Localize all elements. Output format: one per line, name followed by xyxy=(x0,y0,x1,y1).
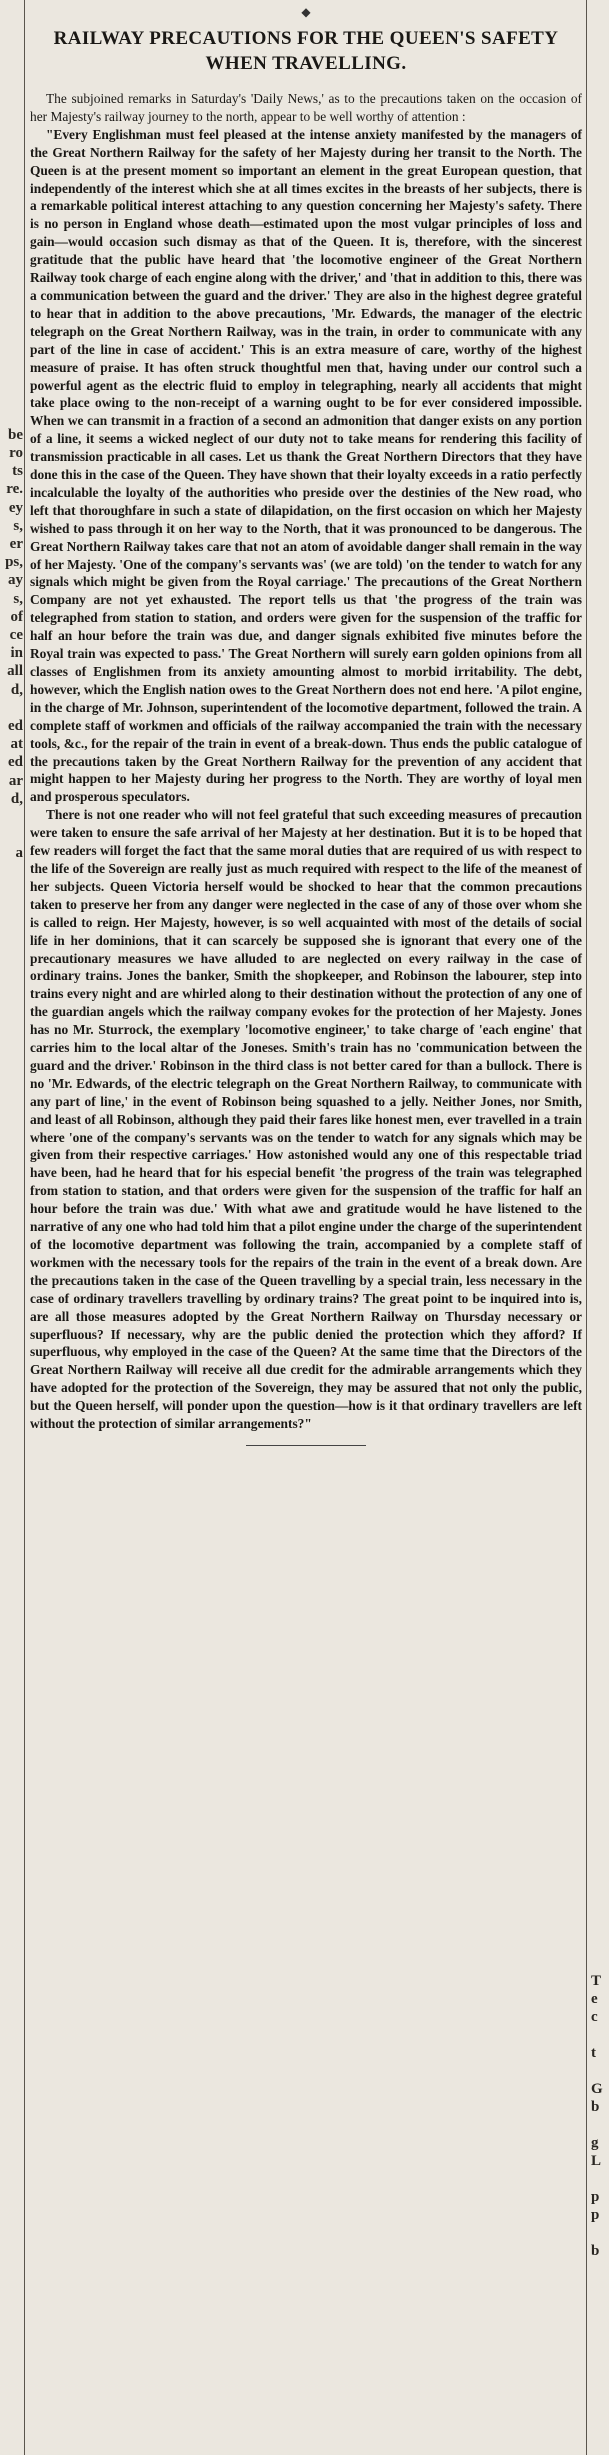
column-fragment: b xyxy=(591,2243,600,2259)
column-fragment: of xyxy=(10,609,23,625)
column-fragment: p xyxy=(591,2189,600,2205)
column-fragment: ed xyxy=(8,718,23,734)
column-fragment: L xyxy=(591,2153,602,2169)
column-fragment: T xyxy=(591,1973,602,1989)
column-fragment: er xyxy=(9,536,23,552)
column-fragment: ce xyxy=(9,627,23,643)
column-rule-left xyxy=(24,0,25,2455)
adjacent-column-left xyxy=(0,0,26,2455)
column-fragment: b xyxy=(591,2099,600,2115)
column-fragment: s, xyxy=(13,591,23,607)
column-fragment: re. xyxy=(6,481,23,497)
column-fragment: g xyxy=(591,2135,599,2151)
column-fragment: t xyxy=(591,2045,596,2061)
column-rule-right xyxy=(586,0,587,2455)
column-fragment: e xyxy=(591,1991,598,2007)
column-fragment: a xyxy=(15,845,23,861)
ornament: ◆ xyxy=(301,5,311,19)
column-fragment: G xyxy=(591,2081,603,2097)
article xyxy=(30,6,582,1446)
column-fragment: d, xyxy=(10,791,23,807)
adjacent-column-right xyxy=(589,0,609,2455)
column-fragment: c xyxy=(591,2009,598,2025)
column-fragment: ar xyxy=(8,773,23,789)
article-body xyxy=(30,90,582,1433)
column-fragment: p xyxy=(591,2207,600,2223)
column-fragment: be xyxy=(8,427,23,443)
column-fragment: all xyxy=(7,663,23,679)
column-fragment: ts xyxy=(12,463,23,479)
column-fragment: ro xyxy=(9,445,23,461)
column-fragment: at xyxy=(10,736,23,752)
headline: RAILWAY PRECAUTIONS FOR THE QUEEN'S SAFETY WHEN TRAVELLING. xyxy=(53,28,559,74)
column-fragment: ay xyxy=(8,572,23,588)
intro-paragraph: The subjoined remarks in Saturday's 'Daily News,' as to the precautions taken on the occasion of her Majesty's railway journey to the north, appear to be well worthy of attention : xyxy=(30,91,582,124)
quoted-paragraph: "Every Englishman must feel pleased at the intense anxiety manifested by the managers of the Great Northern Railway for the safety of her Majesty during her transit to the North. The Queen is at the present moment so important an element in the great European question, that independently of the interest which she at all times excites in the breasts of her subjects, there is a remarkable political interest attaching to any question concerning her Majesty's safety. There is no person in England whose death—estimated upon the most vulgar principles of loss and gain—would occasion such dismay as that of the Queen. It is, therefore, with the sincerest gratitude that the public have heard that 'the locomotive engineer of the Great Northern Railway took charge of each engine along with the driver,' and 'that in addition to this, there was a communication between the guard and the driver.' They are also in the highest degree grateful to hear that in addition to the above precautions, 'Mr. Edwards, the manager of the electric telegraph on the Great Northern Railway, was in the train, in order to communicate with any part of the line in case of accident.' This is an extra measure of care, worthy of the highest measure of praise. It has often struck thoughtful men that, having under our control such a powerful agent as the electric fluid to employ in telegraphing, nearly all accidents that might take place owing to the non-receipt of a warning ought to be for ever considered impossible. When we can transmit in a fraction of a second an admonition that danger exists on any portion of a line, it seems a wicked neglect of our duty not to take means for rendering this facility of transmission practicable in all cases. Let us thank the Great Northern Directors that they have done this in the case of the Queen. They have shown that their loyalty exceeds in a ratio perfectly incalculable the loyalty of the authorities who preside over the destinies of the New road, who left that thoroughfare in such a state of dilapidation, on the first occasion on which her Majesty wished to pass through it on her way to the North, that it was pronounced to be dangerous. The Great Northern Railway takes care that not an atom of avoidable danger shall remain in the way of her Majesty. 'One of the company's servants was' (we are told) 'on the tender to watch for any signals which might be given from the Royal carriage.' The precautions of the Great Northern Company are not yet exhausted. The report tells us that 'the progress of the train was telegraphed from station to station, and orders were given for the suspension of the traffic for half an hour before the train was due, and danger signals exhibited five minutes before the Royal train was expected to pass.' The Great Northern will surely earn golden opinions from all classes of Englishmen from its anxiety amounting almost to morbid irritability. The debt, however, which the English nation owes to the Great Northern does not end here. 'A pilot engine, in the charge of Mr. Johnson, superintendent of the locomotive department, followed the train. A complete staff of workmen and officials of the railway accompanied the train with the necessary tools, &c., for the repair of the train in event of a break-down. Thus ends the public catalogue of the precautions taken by the Great Northern Railway for the prevention of any accident that might happen to her Majesty during her progress to the North. They are worthy of loyal men and prosperous speculators. xyxy=(30,126,582,805)
commentary-paragraph: There is not one reader who will not feel grateful that such exceeding measures of precaution were taken to ensure the safe arrival of her Majesty at her destination. But it is to be hoped that few readers will forget the fact that the same moral duties that are required of us with respect to the life of the Sovereign are really just as much required with respect to the life of the meanest of her subjects. Queen Victoria herself would be shocked to hear that the common precautions taken to preserve her from any danger were neglected in the case of any of those over whom she is called to reign. Her Majesty, however, is so well acquainted with most of the details of social life in her dominions, that it can scarcely be supposed she is ignorant that every one of the precautionary measures we have alluded to are neglected on every railway in the case of ordinary trains. Jones the banker, Smith the shopkeeper, and Robinson the labourer, step into trains every night and are whirled along to their destination without the protection of any one of the guardian angels which the railway company evokes for the protection of her Majesty. Jones has no Mr. Sturrock, the exemplary 'locomotive engineer,' to take charge of 'each engine' that carries him to the local altar of the Joneses. Smith's train has no 'communication between the guard and the driver.' Robinson in the third class is not better cared for than a bullock. There is no 'Mr. Edwards, of the electric telegraph on the Great Northern Railway, to communicate with any part of line,' in the event of Robinson being squashed to a jelly. Neither Jones, nor Smith, and least of all Robinson, although they paid their fares like honest men, ever travelled in a train where 'one of the company's servants was on the tender to watch for any signals which may be given from their respective carriages.' How astonished would any one of this respectable triad have been, had he heard that for his especial benefit 'the progress of the train was telegraphed from station to station, and that orders were given for the suspension of the traffic for half an hour before the train was due.' With what awe and gratitude would he have listened to the narrative of any one who had told him that a pilot engine under the charge of the superintendent of the locomotive department was following the train, accompanied by a complete staff of workmen with the necessary tools for the repairs of the train in the event of a break down. Are the precautions taken in the case of the Queen travelling by a special train, less necessary in the case of ordinary travellers travelling by ordinary trains? The great point to be inquired into is, are all those measures adopted by the Great Northern Railway on Thursday necessary or superfluous? If necessary, why are the public denied the protection which they afford? If superfluous, why employed in the case of the Queen? At the same time that the Directors of the Great Northern Railway will receive all due credit for the admirable arrangements which they have adopted for the protection of the Sovereign, they may be assured that not only the public, but the Queen herself, will ponder upon the question—how is it that ordinary travellers are left without the protection of similar arrangements?" xyxy=(30,807,582,1432)
end-rule xyxy=(246,1445,366,1446)
column-fragment: ps, xyxy=(5,554,23,570)
column-fragment: s, xyxy=(13,518,23,534)
column-fragment: d, xyxy=(10,682,23,698)
column-fragment: ed xyxy=(8,754,23,770)
column-fragment: ey xyxy=(8,500,23,516)
column-fragment: in xyxy=(10,645,23,661)
